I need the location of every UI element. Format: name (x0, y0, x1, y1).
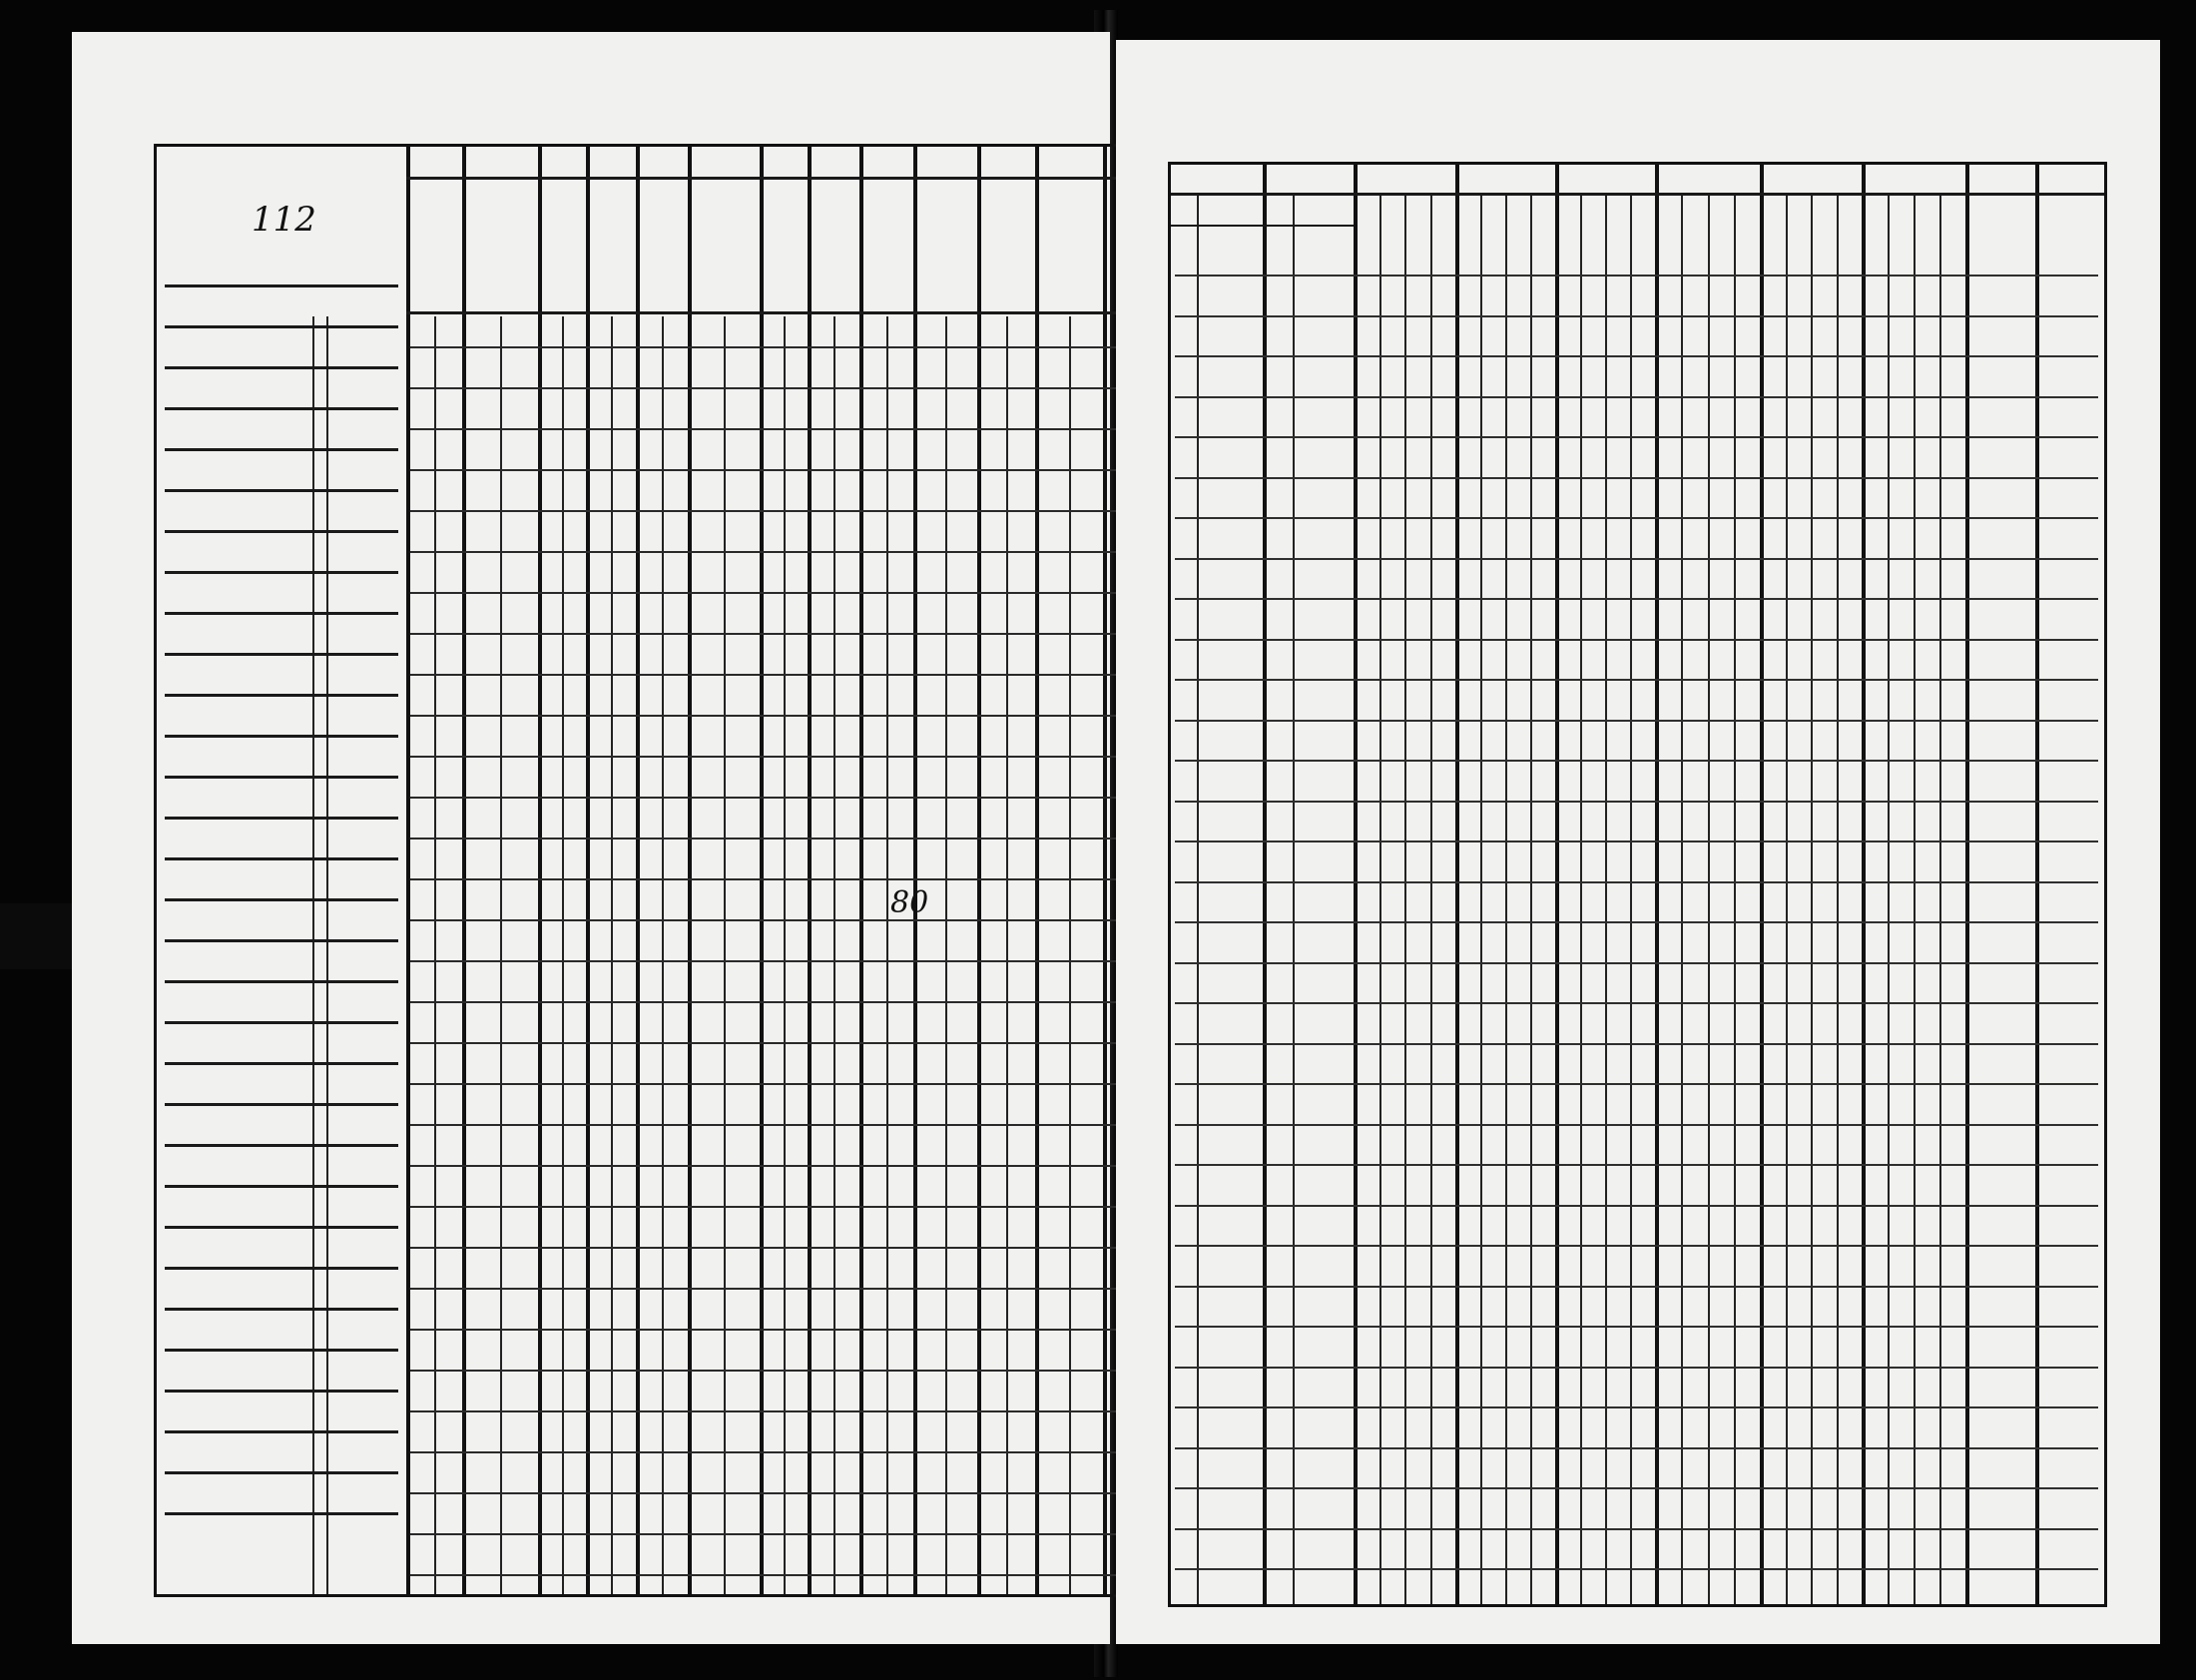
subcolumn-rule (1708, 195, 1710, 1604)
row-rule (410, 674, 1141, 676)
row-rule (410, 715, 1141, 717)
subcolumn-rule (1430, 195, 1432, 1604)
subcolumn-rule (1734, 195, 1736, 1604)
row-rule (1175, 1124, 2098, 1126)
column-divider (977, 147, 981, 1594)
row-rule (410, 469, 1141, 471)
subcolumn-rule (1939, 195, 1941, 1604)
subcolumn-rule (1811, 195, 1813, 1604)
row-rule (410, 1165, 1141, 1167)
row-rule (1175, 921, 2098, 923)
row-rule (165, 817, 398, 820)
row-rule (165, 980, 398, 983)
row-rule (1175, 517, 2098, 519)
row-rule (410, 1042, 1141, 1044)
row-rule (1175, 315, 2098, 317)
row-rule (410, 1001, 1141, 1003)
subcolumn-rule (562, 316, 564, 1594)
row-rule (410, 592, 1141, 594)
row-rule (165, 1062, 398, 1065)
column-divider (1354, 165, 1358, 1604)
row-rule (410, 838, 1141, 840)
row-rule (165, 1103, 398, 1106)
row-rule (165, 1185, 398, 1188)
row-rule (165, 1512, 398, 1515)
subcolumn-rule (833, 316, 835, 1594)
row-rule (165, 1267, 398, 1270)
subcolumn-rule (1006, 316, 1008, 1594)
row-rule (165, 489, 398, 492)
subcolumn-rule (1197, 195, 1199, 1604)
subcolumn-rule (1480, 195, 1482, 1604)
column-divider (1455, 165, 1459, 1604)
subcolumn-rule (434, 316, 436, 1594)
ink-mark: 80 (890, 885, 929, 920)
subcolumn-rule (500, 316, 502, 1594)
row-rule (1175, 1487, 2098, 1489)
column-divider (586, 147, 590, 1594)
row-rule (410, 1288, 1141, 1290)
row-rule (1175, 598, 2098, 600)
row-rule (1175, 275, 2098, 277)
column-divider (538, 147, 542, 1594)
name-column-rule (312, 316, 314, 1594)
row-rule (1175, 720, 2098, 722)
subcolumn-rule (1605, 195, 1607, 1604)
row-rule (410, 1451, 1141, 1453)
row-rule (165, 776, 398, 779)
row-rule (165, 1390, 398, 1393)
subcolumn-rule (1379, 195, 1381, 1604)
row-rule (165, 1144, 398, 1147)
column-divider (406, 147, 410, 1594)
column-divider (808, 147, 812, 1594)
row-rule (1175, 1164, 2098, 1166)
subcolumn-rule (1914, 195, 1916, 1604)
row-rule (1175, 840, 2098, 842)
row-rule (410, 428, 1141, 430)
column-divider (1862, 165, 1866, 1604)
row-rule (165, 898, 398, 901)
subcolumn-rule (1404, 195, 1406, 1604)
row-rule (165, 1349, 398, 1352)
row-rule (165, 284, 398, 287)
row-rule (1175, 1083, 2098, 1085)
subcolumn-rule (611, 316, 613, 1594)
subcolumn-rule (1530, 195, 1532, 1604)
subcolumn-rule (784, 316, 786, 1594)
column-divider (913, 147, 917, 1594)
row-rule (410, 756, 1141, 758)
row-rule (1175, 1245, 2098, 1247)
row-rule (165, 1471, 398, 1474)
subcolumn-rule (1505, 195, 1507, 1604)
column-divider (1760, 165, 1764, 1604)
subcolumn-rule (1293, 195, 1295, 1604)
subcolumn-rule (886, 316, 888, 1594)
row-rule (1175, 679, 2098, 681)
row-rule (165, 325, 398, 328)
subcolumn-rule (724, 316, 726, 1594)
row-rule (410, 1574, 1141, 1576)
row-rule (1175, 881, 2098, 883)
subcolumn-rule (945, 316, 947, 1594)
row-rule (165, 653, 398, 656)
row-rule (410, 1206, 1141, 1208)
header-rule (406, 177, 1147, 180)
subcolumn-rule (1681, 195, 1683, 1604)
subcolumn-rule (1580, 195, 1582, 1604)
right-register-grid (1168, 162, 2107, 1607)
row-rule (165, 1226, 398, 1229)
row-rule (165, 694, 398, 697)
header-rule (1171, 193, 2104, 196)
left-register-grid (154, 144, 1150, 1597)
row-rule (1175, 1447, 2098, 1449)
row-rule (165, 612, 398, 615)
row-rule (165, 1430, 398, 1433)
column-divider (462, 147, 466, 1594)
row-rule (165, 530, 398, 533)
row-rule (1175, 760, 2098, 762)
row-rule (165, 1308, 398, 1311)
row-rule (410, 1492, 1141, 1494)
row-rule (165, 735, 398, 738)
header-rule (1171, 225, 1354, 227)
subcolumn-rule (1837, 195, 1839, 1604)
page-number: 112 (252, 200, 316, 240)
row-rule (410, 1124, 1141, 1126)
column-divider (1655, 165, 1659, 1604)
row-rule (410, 919, 1141, 921)
row-rule (165, 571, 398, 574)
row-rule (410, 960, 1141, 962)
left-page (72, 32, 1110, 1644)
row-rule (410, 551, 1141, 553)
row-rule (410, 797, 1141, 799)
column-divider (760, 147, 764, 1594)
column-divider (2035, 165, 2039, 1604)
row-rule (165, 939, 398, 942)
row-rule (410, 346, 1141, 348)
subcolumn-rule (1786, 195, 1788, 1604)
row-rule (1175, 1326, 2098, 1328)
row-rule (1175, 1002, 2098, 1004)
row-rule (165, 1021, 398, 1024)
row-rule (410, 633, 1141, 635)
subcolumn-rule (1069, 316, 1071, 1594)
column-divider (1103, 147, 1107, 1594)
column-divider (1263, 165, 1267, 1604)
row-rule (410, 1533, 1141, 1535)
row-rule (1175, 436, 2098, 438)
row-rule (1175, 1367, 2098, 1369)
row-rule (1175, 558, 2098, 560)
row-rule (1175, 1528, 2098, 1530)
column-divider (1555, 165, 1559, 1604)
column-divider (1035, 147, 1039, 1594)
row-rule (1175, 639, 2098, 641)
row-rule (410, 510, 1141, 512)
row-rule (1175, 1286, 2098, 1288)
row-rule (1175, 355, 2098, 357)
row-rule (1175, 1406, 2098, 1408)
row-rule (1175, 962, 2098, 964)
row-rule (410, 1329, 1141, 1331)
right-page (1116, 40, 2160, 1644)
row-rule (1175, 1043, 2098, 1045)
row-rule (410, 1083, 1141, 1085)
row-rule (1175, 477, 2098, 479)
row-rule (410, 387, 1141, 389)
row-rule (1175, 801, 2098, 803)
column-divider (859, 147, 863, 1594)
row-rule (1175, 1568, 2098, 1570)
column-divider (1965, 165, 1969, 1604)
row-rule (410, 1370, 1141, 1372)
row-rule (410, 1410, 1141, 1412)
row-rule (1175, 1205, 2098, 1207)
header-rule (406, 311, 1147, 314)
subcolumn-rule (662, 316, 664, 1594)
name-column-rule (326, 316, 328, 1594)
row-rule (165, 366, 398, 369)
row-rule (410, 878, 1141, 880)
subcolumn-rule (1630, 195, 1632, 1604)
row-rule (1175, 396, 2098, 398)
column-divider (688, 147, 692, 1594)
row-rule (165, 857, 398, 860)
row-rule (165, 448, 398, 451)
subcolumn-rule (1888, 195, 1890, 1604)
row-rule (410, 1247, 1141, 1249)
row-rule (165, 407, 398, 410)
column-divider (636, 147, 640, 1594)
